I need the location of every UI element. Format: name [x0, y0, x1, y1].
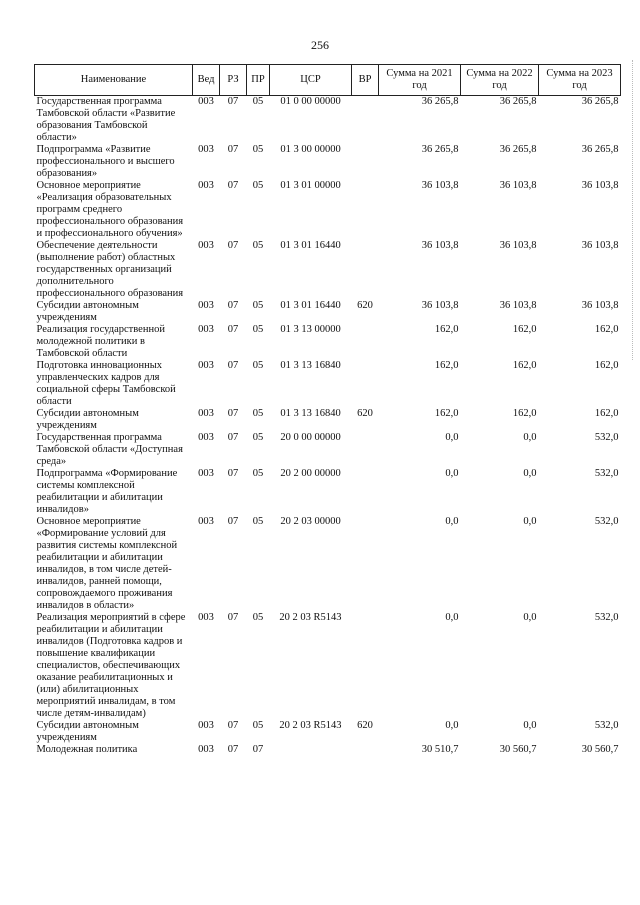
- row-csr: 01 3 01 16440: [280, 300, 341, 311]
- row-rz: 07: [227, 744, 239, 755]
- row-sum-2021: 162,0: [434, 324, 459, 335]
- row-pr: 05: [252, 468, 264, 479]
- row-sum-2022: 36 103,8: [499, 300, 537, 311]
- row-vr: 620: [357, 408, 373, 419]
- row-vr: [352, 468, 379, 516]
- row-ved: 003: [198, 612, 214, 623]
- row-sum-2023: 162,0: [594, 324, 619, 335]
- row-rz: 07: [227, 96, 239, 107]
- row-name: Подготовка инновационных управленческих кадров для социальной сферы Тамбовской области: [36, 360, 176, 407]
- row-vr: [352, 612, 379, 720]
- row-pr: 05: [252, 432, 264, 443]
- row-csr: 01 3 01 16440: [280, 240, 341, 251]
- row-name: Подпрограмма «Развитие профессионального и высшего образования»: [36, 144, 175, 179]
- row-sum-2022: 0,0: [523, 516, 537, 527]
- row-name: Субсидии автономным учреждениям: [36, 300, 139, 323]
- row-ved: 003: [198, 180, 214, 191]
- row-csr: [270, 744, 352, 756]
- row-sum-2022: 36 103,8: [499, 240, 537, 251]
- row-rz: 07: [227, 612, 239, 623]
- header-rz: РЗ: [220, 65, 247, 96]
- row-pr: 05: [252, 612, 264, 623]
- row-sum-2023: 532,0: [594, 432, 619, 443]
- row-sum-2022: 162,0: [512, 360, 537, 371]
- table-row: [35, 612, 621, 720]
- row-rz: 07: [227, 360, 239, 371]
- header-vr: ВР: [352, 65, 379, 96]
- table-row: [35, 516, 621, 612]
- row-rz: 07: [227, 324, 239, 335]
- row-csr: 20 2 03 00000: [280, 516, 341, 527]
- row-sum-2022: 36 265,8: [499, 96, 537, 107]
- row-ved: 003: [198, 744, 214, 755]
- row-ved: 003: [198, 432, 214, 443]
- header-sum-2021: Сумма на 2021 год: [379, 65, 461, 96]
- row-sum-2022: 36 265,8: [499, 144, 537, 155]
- row-csr: 01 3 13 00000: [280, 324, 341, 335]
- table-row: [35, 96, 621, 145]
- table-row: [35, 468, 621, 516]
- table-row: [35, 300, 621, 324]
- row-name: Основное мероприятие «Формирование условий для развития системы комплексной реабилитации и абилитации инвалидов, в том числе детей-инвалидов, ранней помощи, сопровождаемого проживания инвалидов в области»: [36, 516, 178, 611]
- row-name: Обеспечение деятельности (выполнение работ) областных государственных организаций дополнительного профессионального образования: [36, 240, 184, 299]
- row-sum-2022: 0,0: [523, 720, 537, 731]
- row-sum-2021: 36 265,8: [421, 144, 459, 155]
- row-ved: 003: [198, 720, 214, 731]
- row-sum-2023: 36 265,8: [581, 144, 619, 155]
- row-sum-2021: 30 510,7: [421, 744, 459, 755]
- row-sum-2021: 36 103,8: [421, 240, 459, 251]
- table-row: [35, 408, 621, 432]
- row-csr: 20 2 03 R5143: [279, 612, 342, 623]
- row-ved: 003: [198, 324, 214, 335]
- row-sum-2023: 532,0: [594, 612, 619, 623]
- row-name: Субсидии автономным учреждениям: [36, 720, 139, 743]
- row-sum-2023: 36 103,8: [581, 300, 619, 311]
- row-ved: 003: [198, 468, 214, 479]
- table-row: [35, 432, 621, 468]
- row-vr: [352, 432, 379, 468]
- row-name: Государственная программа Тамбовской области «Доступная среда»: [36, 432, 183, 467]
- row-sum-2023: 532,0: [594, 720, 619, 731]
- row-csr: 01 0 00 00000: [280, 96, 341, 107]
- row-pr: 05: [252, 144, 264, 155]
- table-row: [35, 324, 621, 360]
- row-sum-2021: 0,0: [445, 468, 459, 479]
- table-row: [35, 180, 621, 240]
- row-sum-2023: 162,0: [594, 360, 619, 371]
- header-name: Наименование: [35, 65, 193, 96]
- table-row: [35, 240, 621, 300]
- row-sum-2022: 0,0: [523, 432, 537, 443]
- row-pr: 05: [252, 516, 264, 527]
- row-ved: 003: [198, 144, 214, 155]
- row-csr: 01 3 13 16840: [280, 360, 341, 371]
- row-sum-2022: 0,0: [523, 612, 537, 623]
- row-pr: 05: [252, 300, 264, 311]
- row-sum-2021: 36 265,8: [421, 96, 459, 107]
- row-sum-2022: 30 560,7: [499, 744, 537, 755]
- row-pr: 05: [252, 720, 264, 731]
- row-sum-2021: 0,0: [445, 612, 459, 623]
- row-rz: 07: [227, 432, 239, 443]
- row-ved: 003: [198, 360, 214, 371]
- row-vr: [352, 744, 379, 756]
- row-vr: 620: [357, 300, 373, 311]
- row-name: Реализация мероприятий в сфере реабилитации и абилитации инвалидов (Подготовка кадров и повышение квалификации специалистов, обеспечивающих оказание реабилитационных и (или) абилитационных мероприятий инвалидам, в том числе детям-инвалидам): [36, 612, 186, 719]
- row-sum-2023: 532,0: [594, 516, 619, 527]
- row-pr: 05: [252, 360, 264, 371]
- row-vr: [352, 96, 379, 145]
- row-name: Молодежная политика: [36, 744, 138, 755]
- row-sum-2021: 162,0: [434, 408, 459, 419]
- row-rz: 07: [227, 408, 239, 419]
- row-rz: 07: [227, 144, 239, 155]
- table-header-row: [35, 65, 621, 96]
- row-ved: 003: [198, 96, 214, 107]
- row-rz: 07: [227, 240, 239, 251]
- row-sum-2023: 162,0: [594, 408, 619, 419]
- row-sum-2021: 0,0: [445, 720, 459, 731]
- row-rz: 07: [227, 720, 239, 731]
- row-sum-2021: 0,0: [445, 432, 459, 443]
- row-sum-2022: 162,0: [512, 324, 537, 335]
- row-rz: 07: [227, 180, 239, 191]
- row-vr: [352, 144, 379, 180]
- row-rz: 07: [227, 300, 239, 311]
- row-vr: [352, 180, 379, 240]
- table-row: [35, 360, 621, 408]
- row-vr: [352, 324, 379, 360]
- row-ved: 003: [198, 516, 214, 527]
- row-sum-2021: 162,0: [434, 360, 459, 371]
- row-name: Субсидии автономным учреждениям: [36, 408, 139, 431]
- row-ved: 003: [198, 300, 214, 311]
- table-row: [35, 744, 621, 756]
- table-row: [35, 144, 621, 180]
- row-sum-2023: 36 103,8: [581, 180, 619, 191]
- row-sum-2023: 532,0: [594, 468, 619, 479]
- row-csr: 01 3 00 00000: [280, 144, 341, 155]
- row-sum-2023: 36 103,8: [581, 240, 619, 251]
- row-name: Подпрограмма «Формирование системы комплексной реабилитации и абилитации инвалидов»: [36, 468, 178, 515]
- row-csr: 01 3 01 00000: [280, 180, 341, 191]
- row-ved: 003: [198, 240, 214, 251]
- row-pr: 07: [252, 744, 264, 755]
- row-pr: 05: [252, 96, 264, 107]
- page-edge-mark: [632, 60, 635, 360]
- row-rz: 07: [227, 468, 239, 479]
- row-csr: 20 2 03 R5143: [279, 720, 342, 731]
- budget-table: [34, 64, 621, 756]
- row-name: Основное мероприятие «Реализация образовательных программ среднего профессионального образования и профессионального обучения»: [36, 180, 184, 239]
- header-sum-2022: Сумма на 2022 год: [461, 65, 539, 96]
- row-name: Государственная программа Тамбовской области «Развитие образования Тамбовской области»: [36, 96, 176, 143]
- row-vr: [352, 516, 379, 612]
- row-name: Реализация государственной молодежной политики в Тамбовской области: [36, 324, 165, 359]
- row-sum-2023: 36 265,8: [581, 96, 619, 107]
- row-sum-2022: 0,0: [523, 468, 537, 479]
- page-number: 256: [311, 38, 329, 52]
- row-sum-2021: 36 103,8: [421, 180, 459, 191]
- header-sum-2023: Сумма на 2023 год: [539, 65, 621, 96]
- header-pr: ПР: [247, 65, 270, 96]
- header-csr: ЦСР: [270, 65, 352, 96]
- row-sum-2021: 0,0: [445, 516, 459, 527]
- row-pr: 05: [252, 180, 264, 191]
- row-csr: 20 0 00 00000: [280, 432, 341, 443]
- table-body: [35, 96, 621, 757]
- table-row: [35, 720, 621, 744]
- row-vr: 620: [357, 720, 373, 731]
- row-vr: [352, 360, 379, 408]
- row-rz: 07: [227, 516, 239, 527]
- row-csr: 20 2 00 00000: [280, 468, 341, 479]
- row-sum-2021: 36 103,8: [421, 300, 459, 311]
- row-sum-2022: 36 103,8: [499, 180, 537, 191]
- row-pr: 05: [252, 240, 264, 251]
- row-vr: [352, 240, 379, 300]
- row-sum-2022: 162,0: [512, 408, 537, 419]
- row-pr: 05: [252, 324, 264, 335]
- row-ved: 003: [198, 408, 214, 419]
- header-ved: Вед: [193, 65, 220, 96]
- row-pr: 05: [252, 408, 264, 419]
- row-sum-2023: 30 560,7: [581, 744, 619, 755]
- row-csr: 01 3 13 16840: [280, 408, 341, 419]
